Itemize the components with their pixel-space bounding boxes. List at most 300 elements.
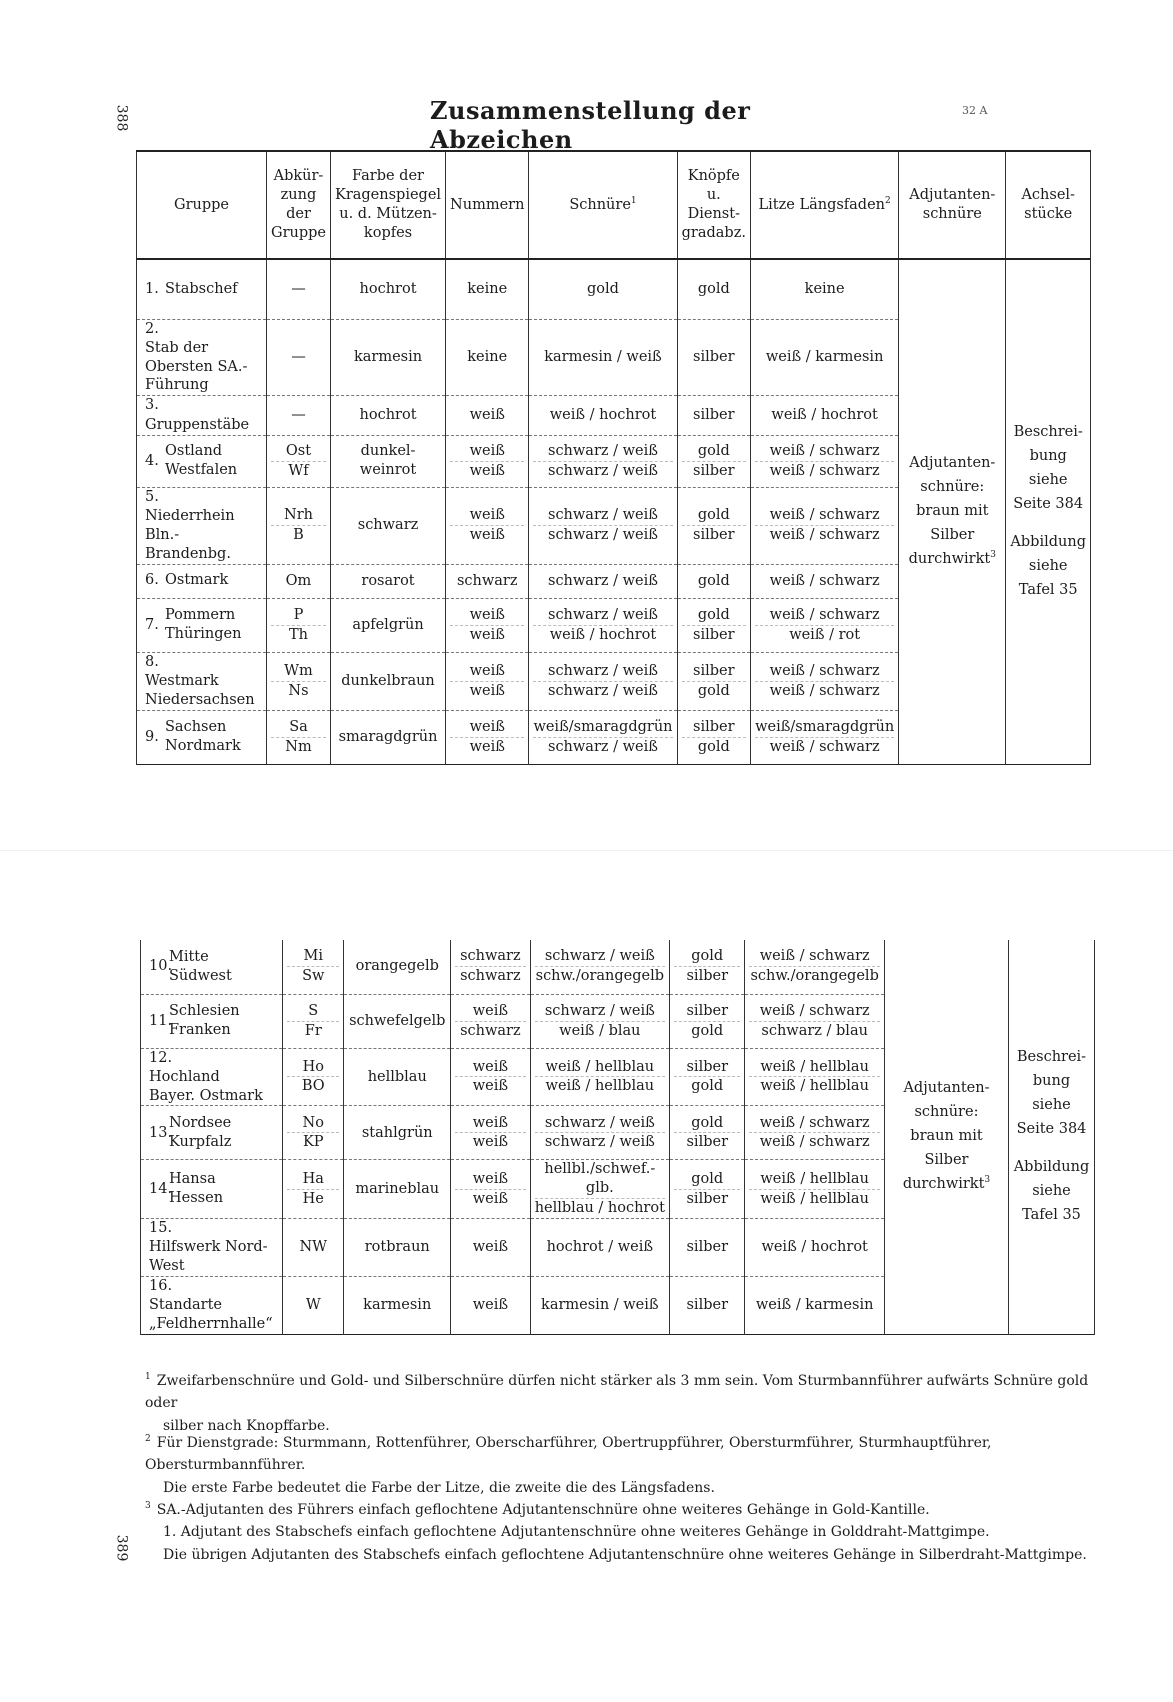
numbers-cell bbox=[446, 487, 529, 564]
cords-value: schwarz / weiß bbox=[533, 737, 672, 757]
abbreviation-value: Wm bbox=[284, 662, 313, 679]
braid-cell bbox=[745, 940, 885, 994]
group-name: Sachsen bbox=[165, 719, 227, 736]
abbreviation-value: Ha bbox=[302, 1170, 324, 1187]
abbreviation-value: Nrh bbox=[284, 507, 313, 524]
collar-color-cell: schwarz bbox=[330, 487, 445, 564]
shoulder-boards-line: Seite 384 bbox=[1016, 1120, 1087, 1137]
buttons-value: gold bbox=[697, 572, 730, 589]
col-knoepfe: Knöpfe u. Dienst-gradabz. bbox=[677, 151, 751, 259]
numbers-value: schwarz bbox=[460, 948, 521, 965]
buttons-value: gold bbox=[697, 507, 730, 524]
group-number: 5. bbox=[145, 488, 159, 505]
cords-cell bbox=[530, 1160, 670, 1219]
abbreviation-cell bbox=[283, 1106, 344, 1160]
cords-cell bbox=[530, 1276, 670, 1334]
adjutant-cords-merged bbox=[884, 940, 1008, 1334]
braid-value: weiß / schwarz bbox=[769, 606, 880, 623]
adjutant-cords-line: Silber bbox=[930, 526, 975, 543]
braid-value: weiß / schwarz bbox=[755, 681, 894, 701]
numbers-cell bbox=[451, 1048, 530, 1106]
col-nummern: Nummern bbox=[446, 151, 529, 259]
group-name: Bayer. Ostmark bbox=[149, 1087, 263, 1104]
abbreviation-value: Om bbox=[285, 572, 312, 589]
shoulder-boards-line: Abbildung bbox=[1010, 533, 1086, 550]
group-name-cell bbox=[137, 710, 267, 764]
collar-color-cell: apfelgrün bbox=[330, 598, 445, 652]
footnote-ref: 3 bbox=[990, 549, 996, 560]
cords-value: schwarz / weiß bbox=[544, 1114, 655, 1131]
group-name: Standarte „Feldherrnhalle“ bbox=[149, 1297, 273, 1333]
group-number: 16. bbox=[149, 1277, 173, 1294]
group-number: 4. bbox=[145, 452, 159, 469]
collar-color-cell: rotbraun bbox=[344, 1218, 451, 1276]
buttons-cell bbox=[677, 487, 751, 564]
adjutant-cords-line: schnüre: bbox=[914, 1104, 979, 1121]
buttons-value: silber bbox=[674, 1189, 740, 1209]
numbers-value: weiß bbox=[450, 737, 524, 757]
group-name: Stab der Obersten SA.-Führung bbox=[145, 339, 248, 394]
braid-value: weiß / schwarz bbox=[749, 1132, 880, 1152]
numbers-cell bbox=[446, 396, 529, 436]
abbreviation-cell bbox=[283, 1218, 344, 1276]
group-name: Hessen bbox=[169, 1190, 224, 1207]
abbreviation-cell bbox=[266, 435, 330, 487]
numbers-cell bbox=[446, 435, 529, 487]
braid-cell bbox=[751, 710, 899, 764]
col-achsel: Achsel-stücke bbox=[1006, 151, 1091, 259]
group-name: Nordsee bbox=[169, 1115, 232, 1132]
corner-mark: 32 A bbox=[962, 104, 988, 117]
abbreviation-cell bbox=[266, 396, 330, 436]
numbers-value: weiß bbox=[469, 606, 505, 623]
cords-value: weiß / hochrot bbox=[549, 407, 657, 424]
cords-value: hellblau / hochrot bbox=[534, 1200, 665, 1217]
numbers-cell bbox=[451, 1276, 530, 1334]
numbers-value: weiß bbox=[455, 1132, 525, 1152]
abbreviation-cell bbox=[266, 319, 330, 396]
braid-value: weiß / hochrot bbox=[771, 407, 878, 424]
abbreviation-value: S bbox=[308, 1002, 319, 1019]
shoulder-boards-line: Abbildung bbox=[1013, 1158, 1090, 1175]
shoulder-boards-line: siehe bbox=[1032, 1182, 1071, 1199]
numbers-value: weiß bbox=[450, 625, 524, 645]
group-number: 11. bbox=[149, 1012, 173, 1029]
cords-cell bbox=[529, 598, 677, 652]
abbreviation-value: — bbox=[291, 348, 306, 365]
abbreviation-cell bbox=[283, 1276, 344, 1334]
buttons-cell bbox=[670, 994, 745, 1048]
braid-value: weiß/smaragdgrün bbox=[755, 718, 895, 735]
adjutant-cords-line: durchwirkt$^3$ bbox=[902, 1175, 991, 1192]
braid-value: schw./orangegelb bbox=[750, 968, 879, 985]
buttons-value: silber bbox=[686, 1239, 728, 1256]
abbreviation-value: W bbox=[305, 1296, 321, 1313]
buttons-cell bbox=[677, 564, 751, 598]
shoulder-boards-line: bung siehe bbox=[1028, 447, 1068, 488]
braid-value: weiß / hellblau bbox=[760, 1058, 869, 1075]
abbreviation-value: Fr bbox=[287, 1021, 339, 1041]
collar-color-cell: hochrot bbox=[330, 396, 445, 436]
group-name: Bln.-Brandenbg. bbox=[145, 526, 231, 562]
braid-cell bbox=[751, 396, 899, 436]
numbers-cell bbox=[451, 1106, 530, 1160]
footnote-ref: 3 bbox=[984, 1175, 991, 1185]
cords-value: weiß/smaragdgrün bbox=[533, 718, 673, 735]
adjutant-cords-line: braun mit bbox=[916, 502, 989, 519]
insignia-table-upper bbox=[136, 150, 1091, 765]
abbreviation-value: He bbox=[287, 1189, 339, 1209]
cords-value: schwarz / weiß bbox=[533, 681, 672, 701]
numbers-value: weiß bbox=[472, 1170, 509, 1187]
group-name-cell bbox=[141, 940, 283, 994]
buttons-cell bbox=[677, 319, 751, 396]
numbers-cell bbox=[451, 994, 530, 1048]
cords-cell bbox=[529, 259, 677, 319]
adjutant-cords-line: schnüre: bbox=[920, 478, 985, 495]
braid-value: weiß / karmesin bbox=[765, 348, 884, 365]
buttons-cell bbox=[677, 396, 751, 436]
collar-color-cell: hellblau bbox=[344, 1048, 451, 1106]
braid-cell bbox=[751, 259, 899, 319]
braid-cell bbox=[745, 1218, 885, 1276]
cords-cell bbox=[530, 1218, 670, 1276]
braid-cell bbox=[745, 1160, 885, 1219]
page-number-top: 388 bbox=[113, 104, 130, 132]
collar-color-cell: orangegelb bbox=[344, 940, 451, 994]
group-name: Franken bbox=[169, 1022, 231, 1038]
abbreviation-cell bbox=[266, 259, 330, 319]
cords-value: weiß / hellblau bbox=[545, 1058, 655, 1075]
abbreviation-cell bbox=[266, 652, 330, 710]
group-name: Kurpfalz bbox=[169, 1133, 232, 1150]
group-name: Hansa bbox=[169, 1171, 216, 1188]
abbreviation-value: Ns bbox=[271, 681, 326, 701]
numbers-cell bbox=[451, 940, 530, 994]
abbreviation-cell bbox=[283, 940, 344, 994]
group-number: 7. bbox=[145, 616, 159, 633]
col-schnuere: Schnüre$^1$ bbox=[529, 151, 677, 259]
page-number-bottom: 389 bbox=[113, 1534, 130, 1562]
abbreviation-value: Mi bbox=[303, 948, 323, 965]
group-name: Ostland bbox=[165, 443, 223, 460]
braid-cell bbox=[751, 435, 899, 487]
group-number: 15. bbox=[149, 1219, 173, 1236]
buttons-cell bbox=[670, 1048, 745, 1106]
group-name-cell bbox=[137, 396, 267, 436]
abbreviation-value: BO bbox=[287, 1076, 339, 1096]
insignia-table-lower bbox=[140, 940, 1095, 1335]
group-number: 1. bbox=[145, 280, 159, 297]
group-name: Niedersachsen bbox=[145, 691, 255, 708]
numbers-cell bbox=[446, 564, 529, 598]
cords-cell bbox=[529, 710, 677, 764]
adjutant-cords-line: durchwirkt$^3$ bbox=[908, 549, 996, 567]
group-number: 12. bbox=[149, 1049, 173, 1066]
numbers-value: weiß bbox=[469, 407, 505, 424]
cords-cell bbox=[529, 652, 677, 710]
abbreviation-cell bbox=[266, 598, 330, 652]
braid-value: keine bbox=[804, 280, 845, 297]
buttons-value: silber bbox=[682, 461, 747, 481]
braid-value: weiß / karmesin bbox=[755, 1296, 874, 1313]
buttons-cell bbox=[677, 598, 751, 652]
col-farbe: Farbe der Kragenspiegel u. d. Mützen-kopfes bbox=[330, 151, 445, 259]
abbreviation-value: KP bbox=[287, 1132, 339, 1152]
collar-color-cell: stahlgrün bbox=[344, 1106, 451, 1160]
abbreviation-value: Nm bbox=[271, 737, 326, 757]
buttons-value: silber bbox=[686, 1058, 728, 1075]
numbers-value: weiß bbox=[469, 718, 505, 735]
buttons-value: gold bbox=[697, 280, 730, 297]
group-name-cell bbox=[137, 319, 267, 396]
abbreviation-value: P bbox=[293, 606, 304, 623]
shoulder-boards-merged bbox=[1008, 940, 1094, 1334]
shoulder-boards-line: Seite 384 bbox=[1013, 495, 1084, 512]
buttons-value: gold bbox=[691, 948, 724, 965]
shoulder-boards-line: siehe bbox=[1028, 557, 1068, 574]
cords-cell bbox=[529, 319, 677, 396]
cords-value: hellbl./schwef.-glb. bbox=[544, 1161, 656, 1197]
abbreviation-value: Ho bbox=[302, 1058, 324, 1075]
buttons-value: silber bbox=[686, 1002, 728, 1019]
buttons-value: gold bbox=[691, 1114, 724, 1131]
shoulder-boards-line: Tafel 35 bbox=[1022, 1206, 1081, 1223]
cords-cell bbox=[529, 396, 677, 436]
cords-value: schwarz / weiß bbox=[548, 507, 658, 524]
buttons-cell bbox=[677, 435, 751, 487]
collar-color-cell: schwefelgelb bbox=[344, 994, 451, 1048]
abbreviation-value: Sa bbox=[289, 718, 308, 735]
adjutant-cords-line: Adjutanten- bbox=[909, 454, 996, 471]
abbreviation-value: Wf bbox=[271, 461, 326, 481]
group-number: 6. bbox=[145, 572, 159, 589]
cords-value: schwarz / weiß bbox=[533, 461, 672, 481]
braid-cell bbox=[745, 1048, 885, 1106]
braid-value: weiß / schwarz bbox=[769, 442, 880, 459]
cords-value: weiß / hochrot bbox=[533, 625, 672, 645]
buttons-value: gold bbox=[674, 1076, 740, 1096]
collar-color-cell: smaragdgrün bbox=[330, 710, 445, 764]
cords-cell bbox=[530, 1106, 670, 1160]
buttons-cell bbox=[677, 259, 751, 319]
buttons-value: gold bbox=[697, 606, 730, 623]
shoulder-boards-line: Tafel 35 bbox=[1018, 581, 1078, 598]
group-name: Thüringen bbox=[165, 626, 242, 643]
buttons-value: silber bbox=[682, 625, 747, 645]
numbers-value: weiß bbox=[455, 1076, 525, 1096]
cords-value: weiß / hellblau bbox=[535, 1076, 666, 1096]
group-number: 13. bbox=[149, 1124, 173, 1141]
group-name-cell bbox=[141, 1218, 283, 1276]
group-name-cell bbox=[137, 259, 267, 319]
adjutant-cords-line: Adjutanten- bbox=[903, 1080, 990, 1097]
numbers-value: schwarz bbox=[455, 966, 525, 986]
group-number: 10. bbox=[149, 958, 173, 975]
group-name: Stabschef bbox=[165, 280, 238, 297]
cords-cell bbox=[530, 940, 670, 994]
header-row bbox=[137, 151, 1091, 259]
group-number: 14. bbox=[149, 1180, 173, 1197]
group-name: Hochland bbox=[149, 1068, 220, 1085]
group-name-cell bbox=[141, 1276, 283, 1334]
cords-cell bbox=[530, 994, 670, 1048]
cords-value: schwarz / weiß bbox=[544, 1002, 655, 1019]
cords-cell bbox=[529, 564, 677, 598]
buttons-value: silber bbox=[682, 525, 747, 545]
collar-color-cell: dunkel-weinrot bbox=[330, 435, 445, 487]
braid-value: weiß / schwarz bbox=[769, 507, 880, 524]
cords-value: schwarz / weiß bbox=[548, 662, 658, 679]
numbers-cell bbox=[446, 652, 529, 710]
buttons-value: silber bbox=[693, 407, 735, 424]
collar-color-cell: rosarot bbox=[330, 564, 445, 598]
braid-cell bbox=[745, 1106, 885, 1160]
group-name-cell bbox=[141, 1160, 283, 1219]
abbreviation-cell bbox=[283, 1048, 344, 1106]
braid-value: weiß / schwarz bbox=[759, 948, 870, 965]
buttons-cell bbox=[670, 1276, 745, 1334]
group-name: Schlesien bbox=[169, 1003, 240, 1020]
collar-color-cell: dunkelbraun bbox=[330, 652, 445, 710]
cords-value: karmesin / weiß bbox=[541, 1296, 659, 1313]
numbers-value: weiß bbox=[472, 1002, 509, 1019]
braid-cell bbox=[751, 319, 899, 396]
numbers-value: weiß bbox=[450, 681, 524, 701]
cords-value: schw./orangegelb bbox=[535, 968, 665, 985]
buttons-value: silber bbox=[674, 966, 740, 986]
buttons-value: gold bbox=[674, 1021, 740, 1041]
group-name: Südwest bbox=[169, 967, 232, 984]
group-name: Hilfswerk Nord-West bbox=[149, 1239, 268, 1275]
braid-cell bbox=[751, 487, 899, 564]
collar-color-cell: marineblau bbox=[344, 1160, 451, 1219]
numbers-value: schwarz bbox=[455, 1021, 525, 1041]
abbreviation-value: — bbox=[291, 407, 306, 424]
abbreviation-cell bbox=[266, 710, 330, 764]
buttons-value: silber bbox=[693, 662, 735, 679]
numbers-cell bbox=[451, 1218, 530, 1276]
abbreviation-value: Sw bbox=[287, 966, 339, 986]
abbreviation-cell bbox=[266, 564, 330, 598]
braid-value: weiß / hellblau bbox=[749, 1189, 880, 1209]
group-name-cell bbox=[141, 1106, 283, 1160]
numbers-value: weiß bbox=[472, 1296, 509, 1313]
braid-cell bbox=[751, 564, 899, 598]
collar-color-cell: hochrot bbox=[330, 259, 445, 319]
cords-value: karmesin / weiß bbox=[544, 348, 662, 365]
abbreviation-value: — bbox=[291, 280, 306, 297]
cords-value: schwarz / weiß bbox=[544, 948, 655, 965]
footnote-1: $^1$ Zweifarbenschnüre und Gold- und Silberschnüre dürfen nicht stärker als 3 mm sein. Vom Sturmbannführer aufwärts Schnüre gold oder silber nach Knopffarbe. bbox=[145, 1372, 1089, 1434]
numbers-value: keine bbox=[467, 280, 508, 297]
group-name: Westfalen bbox=[165, 462, 238, 479]
group-name-cell bbox=[141, 1048, 283, 1106]
numbers-value: weiß bbox=[469, 442, 505, 459]
cords-cell bbox=[529, 435, 677, 487]
group-number: 8. bbox=[145, 653, 159, 670]
group-name-cell bbox=[137, 564, 267, 598]
buttons-cell bbox=[677, 710, 751, 764]
group-number: 2. bbox=[145, 320, 159, 337]
cords-value: schwarz / weiß bbox=[548, 606, 658, 623]
braid-value: weiß / schwarz bbox=[769, 662, 880, 679]
numbers-cell bbox=[451, 1160, 530, 1219]
abbreviation-cell bbox=[283, 994, 344, 1048]
numbers-value: weiß bbox=[450, 525, 524, 545]
group-name: Ostmark bbox=[165, 572, 229, 589]
buttons-value: silber bbox=[686, 1296, 728, 1313]
group-name-cell bbox=[137, 435, 267, 487]
numbers-cell bbox=[446, 598, 529, 652]
group-number: 3. bbox=[145, 397, 159, 414]
group-name-cell bbox=[141, 994, 283, 1048]
cords-value: schwarz / weiß bbox=[535, 1132, 666, 1152]
numbers-cell bbox=[446, 710, 529, 764]
footnote-2: $^2$ Für Dienstgrade: Sturmmann, Rottenführer, Oberscharführer, Obertruppführer, Obersturmführer, Sturmhauptführer, Obersturmbannführer. Die erste Farbe bedeutet die Farbe der Litze, die zweite die des Längsfadens. bbox=[145, 1434, 992, 1496]
shoulder-boards-line: bung siehe bbox=[1032, 1073, 1071, 1114]
adjutant-cords-line: Silber bbox=[924, 1151, 969, 1168]
group-name: Gruppenstäbe bbox=[145, 416, 250, 433]
braid-value: weiß / hellblau bbox=[760, 1170, 869, 1187]
braid-cell bbox=[751, 652, 899, 710]
page-title: Zusammenstellung der Abzeichen bbox=[430, 96, 751, 154]
abbreviation-value: Th bbox=[271, 625, 326, 645]
group-name: Mitte bbox=[169, 948, 209, 965]
buttons-cell bbox=[670, 1160, 745, 1219]
col-abkuerzung: Abkür-zung der Gruppe bbox=[266, 151, 330, 259]
buttons-value: gold bbox=[697, 442, 730, 459]
braid-value: weiß / schwarz bbox=[755, 525, 894, 545]
cords-value: hochrot / weiß bbox=[546, 1239, 654, 1256]
group-name: Niederrhein bbox=[145, 508, 235, 525]
buttons-value: gold bbox=[691, 1170, 724, 1187]
abbreviation-value: NW bbox=[299, 1239, 328, 1256]
group-name-cell bbox=[137, 652, 267, 710]
collar-color-cell: karmesin bbox=[344, 1276, 451, 1334]
numbers-cell bbox=[446, 259, 529, 319]
braid-value: weiß / rot bbox=[755, 625, 894, 645]
numbers-value: weiß bbox=[450, 461, 524, 481]
numbers-value: weiß bbox=[472, 1239, 509, 1256]
braid-value: weiß / schwarz bbox=[769, 572, 880, 589]
collar-color-cell: karmesin bbox=[330, 319, 445, 396]
braid-cell bbox=[745, 1276, 885, 1334]
cords-cell bbox=[529, 487, 677, 564]
table-row bbox=[141, 940, 1095, 994]
group-name: Pommern bbox=[165, 607, 236, 624]
numbers-value: keine bbox=[467, 348, 508, 365]
braid-value: weiß / hellblau bbox=[749, 1076, 880, 1096]
braid-cell bbox=[751, 598, 899, 652]
cords-value: schwarz / weiß bbox=[533, 525, 672, 545]
numbers-value: weiß bbox=[472, 1114, 509, 1131]
buttons-value: gold bbox=[682, 681, 747, 701]
numbers-value: schwarz bbox=[456, 572, 518, 589]
col-adjutanten: Adjutanten-schnüre bbox=[899, 151, 1006, 259]
braid-cell bbox=[745, 994, 885, 1048]
group-name: Westmark bbox=[145, 672, 219, 689]
cords-cell bbox=[530, 1048, 670, 1106]
shoulder-boards-line: Beschrei- bbox=[1013, 424, 1083, 441]
adjutant-cords-merged bbox=[899, 259, 1006, 764]
col-litze: Litze Längsfaden$^2$ bbox=[751, 151, 899, 259]
braid-value: weiß / schwarz bbox=[759, 1114, 870, 1131]
abbreviation-cell bbox=[283, 1160, 344, 1219]
abbreviation-value: B bbox=[271, 525, 326, 545]
group-name-cell bbox=[137, 487, 267, 564]
group-name: Nordmark bbox=[165, 738, 241, 755]
